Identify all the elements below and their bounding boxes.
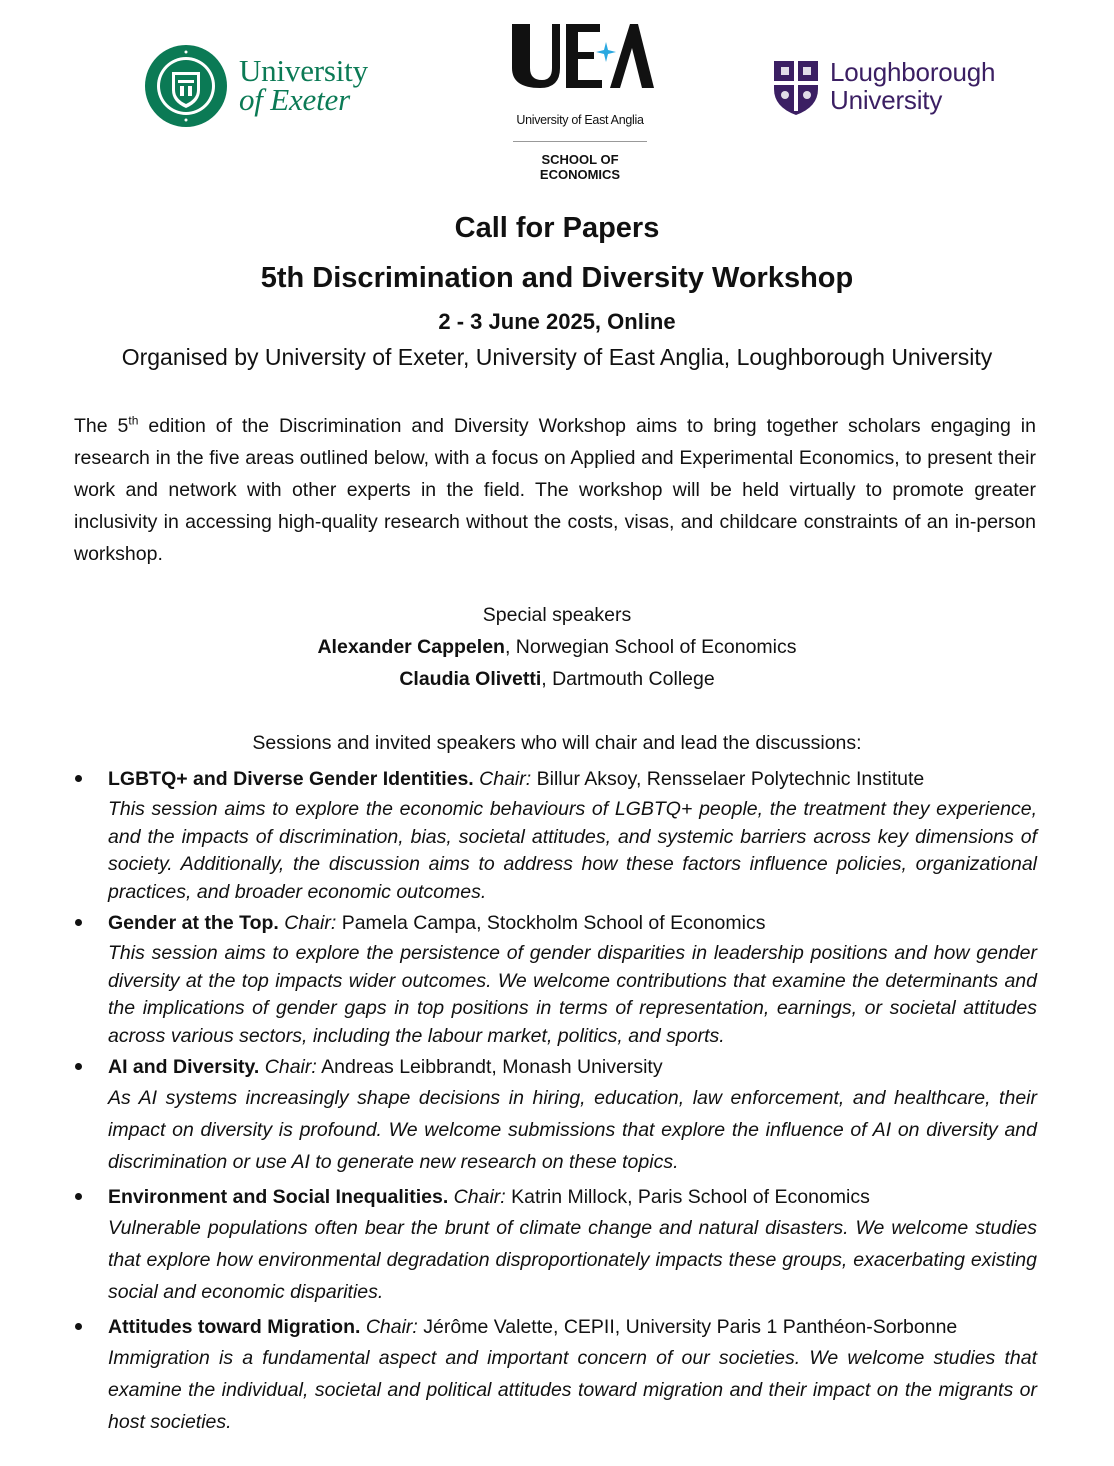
logo-bar xyxy=(0,0,1114,180)
session-chair: Katrin Millock, Paris School of Economics xyxy=(505,1186,870,1208)
session-chair: Jérôme Valette, CEPII, University Paris 1 Panthéon-Sorbonne xyxy=(417,1316,958,1338)
bullet-icon xyxy=(75,1063,82,1070)
uea-mark-icon xyxy=(506,20,654,92)
uea-name: University of East Anglia xyxy=(516,113,644,127)
session-item xyxy=(0,908,1037,1050)
session-item xyxy=(0,1312,1037,1438)
session-heading xyxy=(108,1312,1037,1342)
uea-logo xyxy=(500,20,660,182)
intro-superscript: th xyxy=(128,413,139,428)
bullet-icon xyxy=(75,919,82,926)
session-heading xyxy=(108,1182,1037,1212)
loughborough-logo xyxy=(772,57,1032,121)
sessions-list xyxy=(0,764,1114,1442)
session-description: Vulnerable populations often bear the brunt of climate change and natural disasters. We welcome studies that explore how environmental degradation disproportionately impacts these groups, exacerbating existing social and economic disparities. xyxy=(108,1217,1037,1303)
uea-school-line1: SCHOOL OF xyxy=(541,152,619,167)
loughborough-line2: University xyxy=(830,85,943,115)
organisers-line: Organised by University of Exeter, University of East Anglia, Loughborough University xyxy=(121,344,993,370)
bullet-icon xyxy=(75,775,82,782)
intro-before: The 5 xyxy=(74,415,129,437)
uea-divider xyxy=(513,141,647,142)
session-description: This session aims to explore the economic behaviours of LGBTQ+ people, the treatment they experience, and the impacts of discrimination, bias, societal attitudes, and systemic barriers across key dimensions of society. Additionally, the discussion aims to address how these factors influence policies, organizational practices, and broader economic outcomes. xyxy=(108,798,1037,903)
speaker-name: Claudia Olivetti xyxy=(399,668,542,690)
special-speaker xyxy=(0,636,1114,659)
workshop-title: 5th Discrimination and Diversity Workshop xyxy=(260,262,854,294)
session-chair: Billur Aksoy, Rensselaer Polytechnic Institute xyxy=(531,768,925,790)
loughborough-wordmark xyxy=(830,58,995,114)
intro-paragraph xyxy=(74,410,1036,570)
session-item xyxy=(0,1052,1037,1178)
chair-label: Chair: xyxy=(453,1186,506,1208)
chair-label: Chair: xyxy=(264,1056,317,1078)
speaker-name: Alexander Cappelen xyxy=(317,636,505,658)
chair-label: Chair: xyxy=(365,1316,418,1338)
bullet-icon xyxy=(75,1193,82,1200)
exeter-wordmark xyxy=(239,53,368,117)
session-item xyxy=(0,1182,1037,1308)
session-chair: Pamela Campa, Stockholm School of Economics xyxy=(336,912,766,934)
chair-label: Chair: xyxy=(479,768,532,790)
chair-label: Chair: xyxy=(284,912,337,934)
loughborough-shield-icon xyxy=(772,59,820,117)
bullet-icon xyxy=(75,1323,82,1330)
special-speaker xyxy=(0,668,1114,691)
session-description: This session aims to explore the persistence of gender disparities in leadership positions and how gender diversity at the top impacts wider outcomes. We welcome contributions that examine the determinants and the implications of gender gaps in top positions in terms of representation, earnings, or societal attitudes across various sectors, including the labour market, politics, and sports. xyxy=(108,942,1037,1047)
exeter-line1: University xyxy=(239,53,368,88)
sessions-intro: Sessions and invited speakers who will chair and lead the discussions: xyxy=(252,732,862,754)
intro-after: edition of the Discrimination and Diversity Workshop aims to bring together scholars engaging in research in the five areas outlined below, with a focus on Applied and Experimental Economics, to present their work and network with other experts in the field. The workshop will be held virtually to promote greater inclusivity in accessing high-quality research without the costs, visas, and childcare constraints of an in-person workshop. xyxy=(74,415,1036,565)
session-heading xyxy=(108,764,1037,794)
session-description: Immigration is a fundamental aspect and important concern of our societies. We welcome studies that examine the individual, societal and political attitudes toward migration and their impact on the migrants or host societies. xyxy=(108,1347,1037,1433)
exeter-logo xyxy=(144,44,394,130)
exeter-seal-icon xyxy=(144,44,228,128)
loughborough-line1: Loughborough xyxy=(830,57,996,87)
speaker-affiliation: , Dartmouth College xyxy=(541,668,715,690)
uea-school-line2: ECONOMICS xyxy=(539,167,621,182)
session-title: AI and Diversity. xyxy=(108,1056,260,1078)
session-title: LGBTQ+ and Diverse Gender Identities. xyxy=(108,768,474,790)
session-heading xyxy=(108,908,1037,938)
session-title: Gender at the Top. xyxy=(108,912,279,934)
special-speakers-title: Special speakers xyxy=(482,604,632,626)
workshop-date: 2 - 3 June 2025, Online xyxy=(438,309,676,334)
session-heading xyxy=(108,1052,1037,1082)
speaker-affiliation: , Norwegian School of Economics xyxy=(504,636,797,658)
call-for-papers-heading: Call for Papers xyxy=(454,212,660,244)
session-description: As AI systems increasingly shape decisions in hiring, education, law enforcement, and healthcare, their impact on diversity is profound. We welcome submissions that explore the influence of AI on diversity and discrimination or use AI to generate new research on these topics. xyxy=(108,1087,1037,1173)
exeter-line2: of Exeter xyxy=(239,82,350,117)
session-chair: Andreas Leibbrandt, Monash University xyxy=(316,1056,663,1078)
uea-school xyxy=(500,152,660,182)
session-title: Attitudes toward Migration. xyxy=(108,1316,361,1338)
session-title: Environment and Social Inequalities. xyxy=(108,1186,449,1208)
session-item xyxy=(0,764,1037,906)
